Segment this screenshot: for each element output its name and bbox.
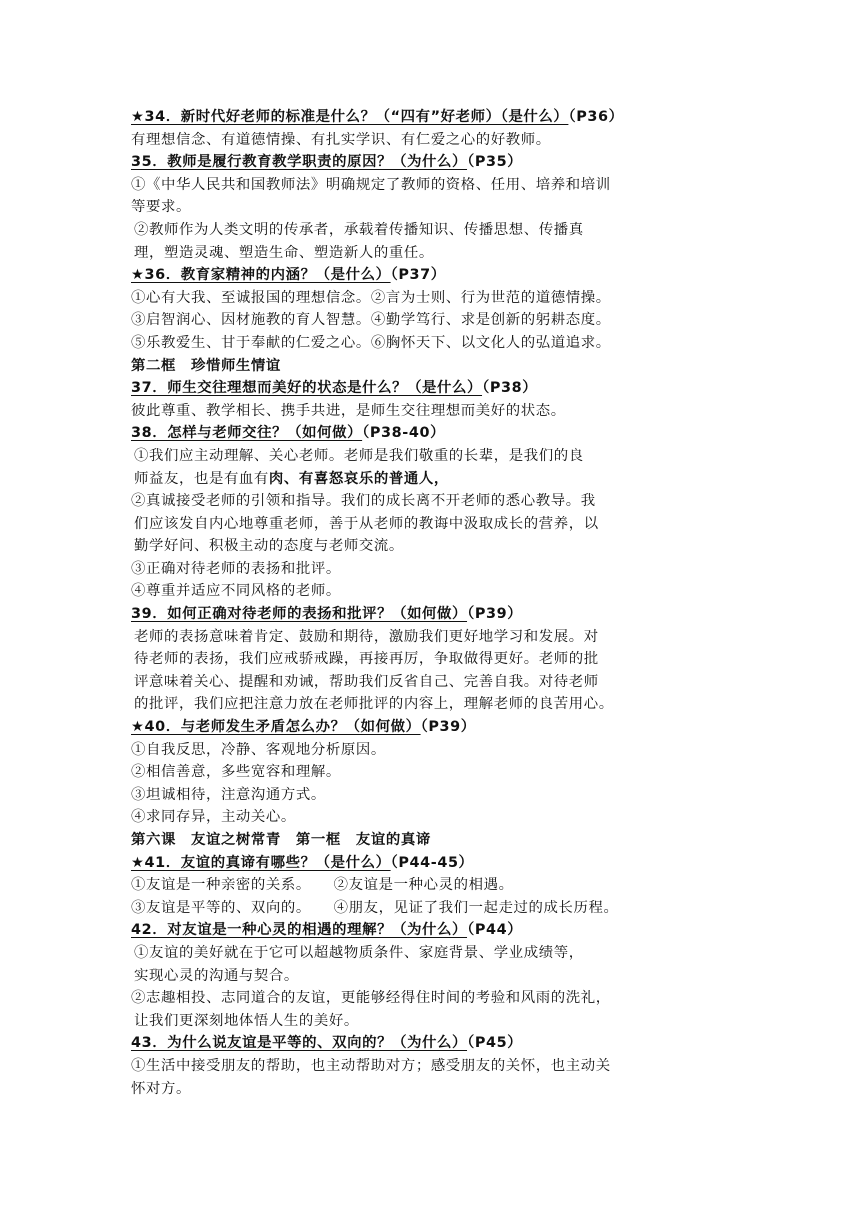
question-39: 39．如何正确对待老师的表扬和批评？（如何做）（P39） — [131, 606, 523, 623]
answer-41-line: ③友谊是平等的、双向的。 ④朋友，见证了我们一起走过的成长历程。 — [131, 899, 619, 916]
answer-35-line: ②教师作为人类文明的传承者，承载着传播知识、传播思想、传播真 — [134, 221, 584, 238]
answer-35-line: 理，塑造灵魂、塑造生命、塑造新人的重任。 — [134, 244, 434, 261]
section-heading: 第二框 珍惜师生情谊 — [131, 357, 281, 374]
answer-40-line: ①自我反思，冷静、客观地分析原因。 — [131, 741, 386, 758]
question-40: ★40．与老师发生矛盾怎么办？（如何做）（P39） — [131, 719, 476, 736]
answer-36-line: ①心有大我、至诚报国的理想信念。②言为士则、行为世范的道德情操。 — [131, 289, 611, 306]
answer-34-line: 有理想信念、有道德情操、有扎实学识、有仁爱之心的好教师。 — [131, 131, 551, 148]
answer-38-line: ②真诚接受老师的引领和指导。我们的成长离不开老师的悉心教导。我 — [131, 493, 596, 510]
answer-42-line: 实现心灵的沟通与契合。 — [134, 967, 299, 984]
answer-38-line: 师益友，也是有血有肉、有喜怒哀乐的普通人， — [134, 470, 449, 487]
document-page — [131, 106, 731, 1100]
question-43: 43．为什么说友谊是平等的、双向的？（为什么）（P45） — [131, 1035, 523, 1052]
answer-43-line: 怀对方。 — [131, 1080, 191, 1097]
question-35: 35．教师是履行教育教学职责的原因？（为什么）（P35） — [131, 154, 523, 171]
answer-40-line: ④求同存异，主动关心。 — [131, 809, 296, 826]
answer-40-line: ②相信善意，多些宽容和理解。 — [131, 764, 341, 781]
answer-39-line: 的批评，我们应把注意力放在老师批评的内容上，理解老师的良苦用心。 — [134, 696, 614, 713]
answer-36-line: ③启智润心、因材施教的育人智慧。④勤学笃行、求是创新的躬耕态度。 — [131, 312, 611, 329]
answer-38-line: ③正确对待老师的表扬和批评。 — [131, 560, 341, 577]
answer-38-line: ①我们应主动理解、关心老师。老师是我们敬重的长辈，是我们的良 — [134, 447, 584, 464]
question-34: ★34．新时代好老师的标准是什么？（“四有”好老师）（是什么）（P36） — [131, 109, 624, 125]
answer-42-line: ①友谊的美好就在于它可以超越物质条件、家庭背景、学业成绩等， — [134, 944, 584, 961]
answer-39-line: 评意味着关心、提醒和劝诫，帮助我们反省自己、完善自我。对待老师 — [134, 673, 599, 690]
answer-38-line: 们应该发自内心地尊重老师，善于从老师的教诲中汲取成长的营养，以 — [134, 515, 599, 532]
question-37: 37．师生交往理想而美好的状态是什么？（是什么）（P38） — [131, 380, 538, 397]
answer-39-line: 老师的表扬意味着肯定、鼓励和期待，激励我们更好地学习和发展。对 — [134, 628, 599, 645]
answer-41-line: ①友谊是一种亲密的关系。 ②友谊是一种心灵的相遇。 — [131, 877, 514, 894]
question-38: 38．怎样与老师交往？（如何做）（P38-40） — [131, 425, 446, 442]
answer-40-line: ③坦诚相待，注意沟通方式。 — [131, 786, 326, 803]
answer-42-line: 让我们更深刻地体悟人生的美好。 — [134, 1012, 359, 1029]
answer-42-line: ②志趣相投、志同道合的友谊，更能够经得住时间的考验和风雨的洗礼， — [131, 990, 611, 1007]
answer-38-line: 勤学好问、积极主动的态度与老师交流。 — [134, 538, 404, 555]
question-41: ★41．友谊的真谛有哪些？（是什么）（P44-45） — [131, 854, 474, 871]
answer-39-line: 待老师的表扬，我们应戒骄戒躁，再接再厉，争取做得更好。老师的批 — [134, 651, 599, 668]
answer-37-line: 彼此尊重、教学相长、携手共进，是师生交往理想而美好的状态。 — [131, 402, 566, 419]
section-heading: 第六课 友谊之树常青 第一框 友谊的真谛 — [131, 832, 431, 848]
answer-38-line: ④尊重并适应不同风格的老师。 — [131, 583, 341, 600]
answer-35-line: 等要求。 — [131, 199, 191, 216]
question-36: ★36．教育家精神的内涵？（是什么）（P37） — [131, 267, 446, 284]
answer-35-line: ①《中华人民共和国教师法》明确规定了教师的资格、任用、培养和培训 — [131, 176, 611, 193]
answer-36-line: ⑤乐教爱生、甘于奉献的仁爱之心。⑥胸怀天下、以文化人的弘道追求。 — [131, 334, 611, 351]
question-42: 42．对友谊是一种心灵的相遇的理解？（为什么）（P44） — [131, 922, 523, 939]
answer-43-line: ①生活中接受朋友的帮助，也主动帮助对方；感受朋友的关怀，也主动关 — [131, 1057, 611, 1074]
